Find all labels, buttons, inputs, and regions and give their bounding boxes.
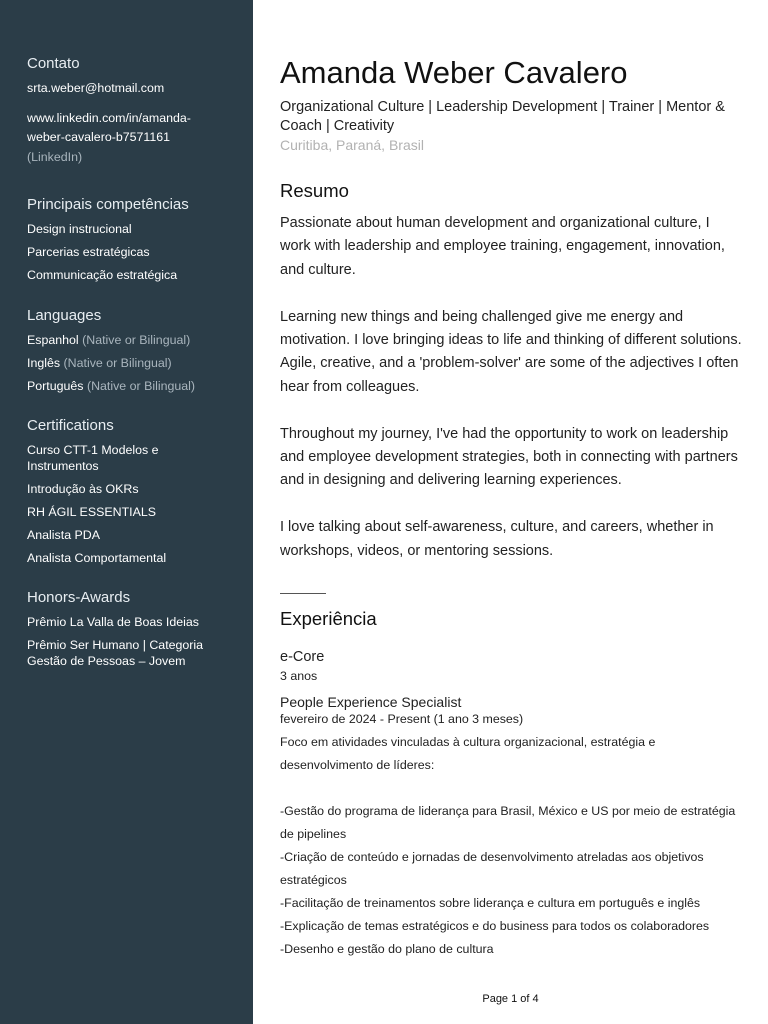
language-item xyxy=(27,333,237,349)
certifications-heading: Certifications xyxy=(27,417,114,434)
language-name: Inglês xyxy=(27,355,61,370)
profile-name: Amanda Weber Cavalero xyxy=(280,55,628,90)
email-link[interactable]: srta.weber@hotmail.com xyxy=(27,81,165,95)
honor-item: Prêmio La Valla de Boas Ideias xyxy=(27,615,199,629)
job-bullet: -Criação de conteúdo e jornadas de desenvolvimento atreladas aos objetivos estratégicos xyxy=(280,850,704,888)
language-item xyxy=(27,379,237,395)
summary-paragraph: I love talking about self-awareness, culture, and careers, whether in workshops, videos, or mentoring sessions. xyxy=(280,519,714,559)
language-item xyxy=(27,356,237,372)
honor-item: Prêmio Ser Humano | Categoria Gestão de Pessoas – Jovem xyxy=(27,638,204,668)
contact-heading: Contato xyxy=(27,55,80,72)
contact-section xyxy=(27,54,237,167)
experience-entry xyxy=(280,648,750,961)
job-bullet: -Facilitação de treinamentos sobre liderança e cultura em português e inglês xyxy=(280,896,701,911)
profile-headline: Organizational Culture | Leadership Development | Trainer | Mentor & Coach | Creativity xyxy=(280,99,725,134)
summary-paragraph: Learning new things and being challenged give me energy and motivation. I love bringing ideas to life and thinking of different solutions. Agile, creative, and a 'problem-solver' are some of the adjectives I often hear from colleagues. xyxy=(280,308,742,395)
languages-section xyxy=(27,306,237,395)
certification-item: Curso CTT-1 Modelos e Instrumentos xyxy=(27,443,159,473)
linkedin-link[interactable] xyxy=(27,109,237,168)
summary-paragraph: Throughout my journey, I've had the opportunity to work on leadership and employee development strategies, both in connecting with partners and in designing and delivering learning experiences. xyxy=(280,425,738,489)
skill-item: Design instrucional xyxy=(27,222,132,236)
skills-section xyxy=(27,195,237,284)
certification-item: Introdução às OKRs xyxy=(27,481,139,496)
language-level: (Native or Bilingual) xyxy=(63,355,172,370)
linkedin-url-line2: weber-cavalero-b7571161 xyxy=(27,130,171,144)
job-bullet: -Gestão do programa de liderança para Brasil, México e US por meio de estratégia de pipelines xyxy=(280,804,736,842)
company-name: e-Core xyxy=(280,649,325,666)
job-dates: fevereiro de 2024 - Present (1 ano 3 meses) xyxy=(280,712,524,727)
page-number: Page 1 of 4 xyxy=(482,993,539,1005)
section-divider xyxy=(280,593,326,594)
certifications-section xyxy=(27,416,237,566)
profile-location: Curitiba, Paraná, Brasil xyxy=(280,137,424,153)
language-level: (Native or Bilingual) xyxy=(86,378,196,393)
language-name: Espanhol xyxy=(27,332,79,347)
main-content xyxy=(280,54,750,961)
linkedin-label: (LinkedIn) xyxy=(27,149,83,164)
skill-item: Communicação estratégica xyxy=(27,268,178,282)
job-bullet: -Desenho e gestão do plano de cultura xyxy=(280,942,494,957)
language-level: (Native or Bilingual) xyxy=(82,332,191,347)
sidebar-content xyxy=(27,54,237,691)
summary-paragraph: Passionate about human development and organizational culture, I work with leadership and employee training, engagement, innovation, and culture. xyxy=(280,215,725,278)
honors-section xyxy=(27,588,237,669)
company-duration: 3 anos xyxy=(280,669,318,684)
languages-heading: Languages xyxy=(27,306,102,324)
certification-item: Analista PDA xyxy=(27,527,101,542)
linkedin-url-line1: www.linkedin.com/in/amanda- xyxy=(27,110,191,125)
job-description: Foco em atividades vinculadas à cultura organizacional, estratégia e desenvolvimento de líderes: xyxy=(280,735,656,773)
experience-title: Experiência xyxy=(280,608,377,630)
certification-item: Analista Comportamental xyxy=(27,550,167,565)
skill-item: Parcerias estratégicas xyxy=(27,245,150,259)
certification-item: RH ÁGIL ESSENTIALS xyxy=(27,504,156,519)
skills-heading: Principais competências xyxy=(27,196,189,213)
honors-heading: Honors-Awards xyxy=(27,589,131,606)
sidebar xyxy=(0,0,253,1024)
job-bullet: -Explicação de temas estratégicos e do business para todos os colaboradores xyxy=(280,919,710,934)
job-title: People Experience Specialist xyxy=(280,694,462,711)
job-bullets xyxy=(280,800,750,961)
language-name: Português xyxy=(27,378,84,393)
summary-title: Resumo xyxy=(280,180,349,201)
summary-body xyxy=(280,212,742,563)
